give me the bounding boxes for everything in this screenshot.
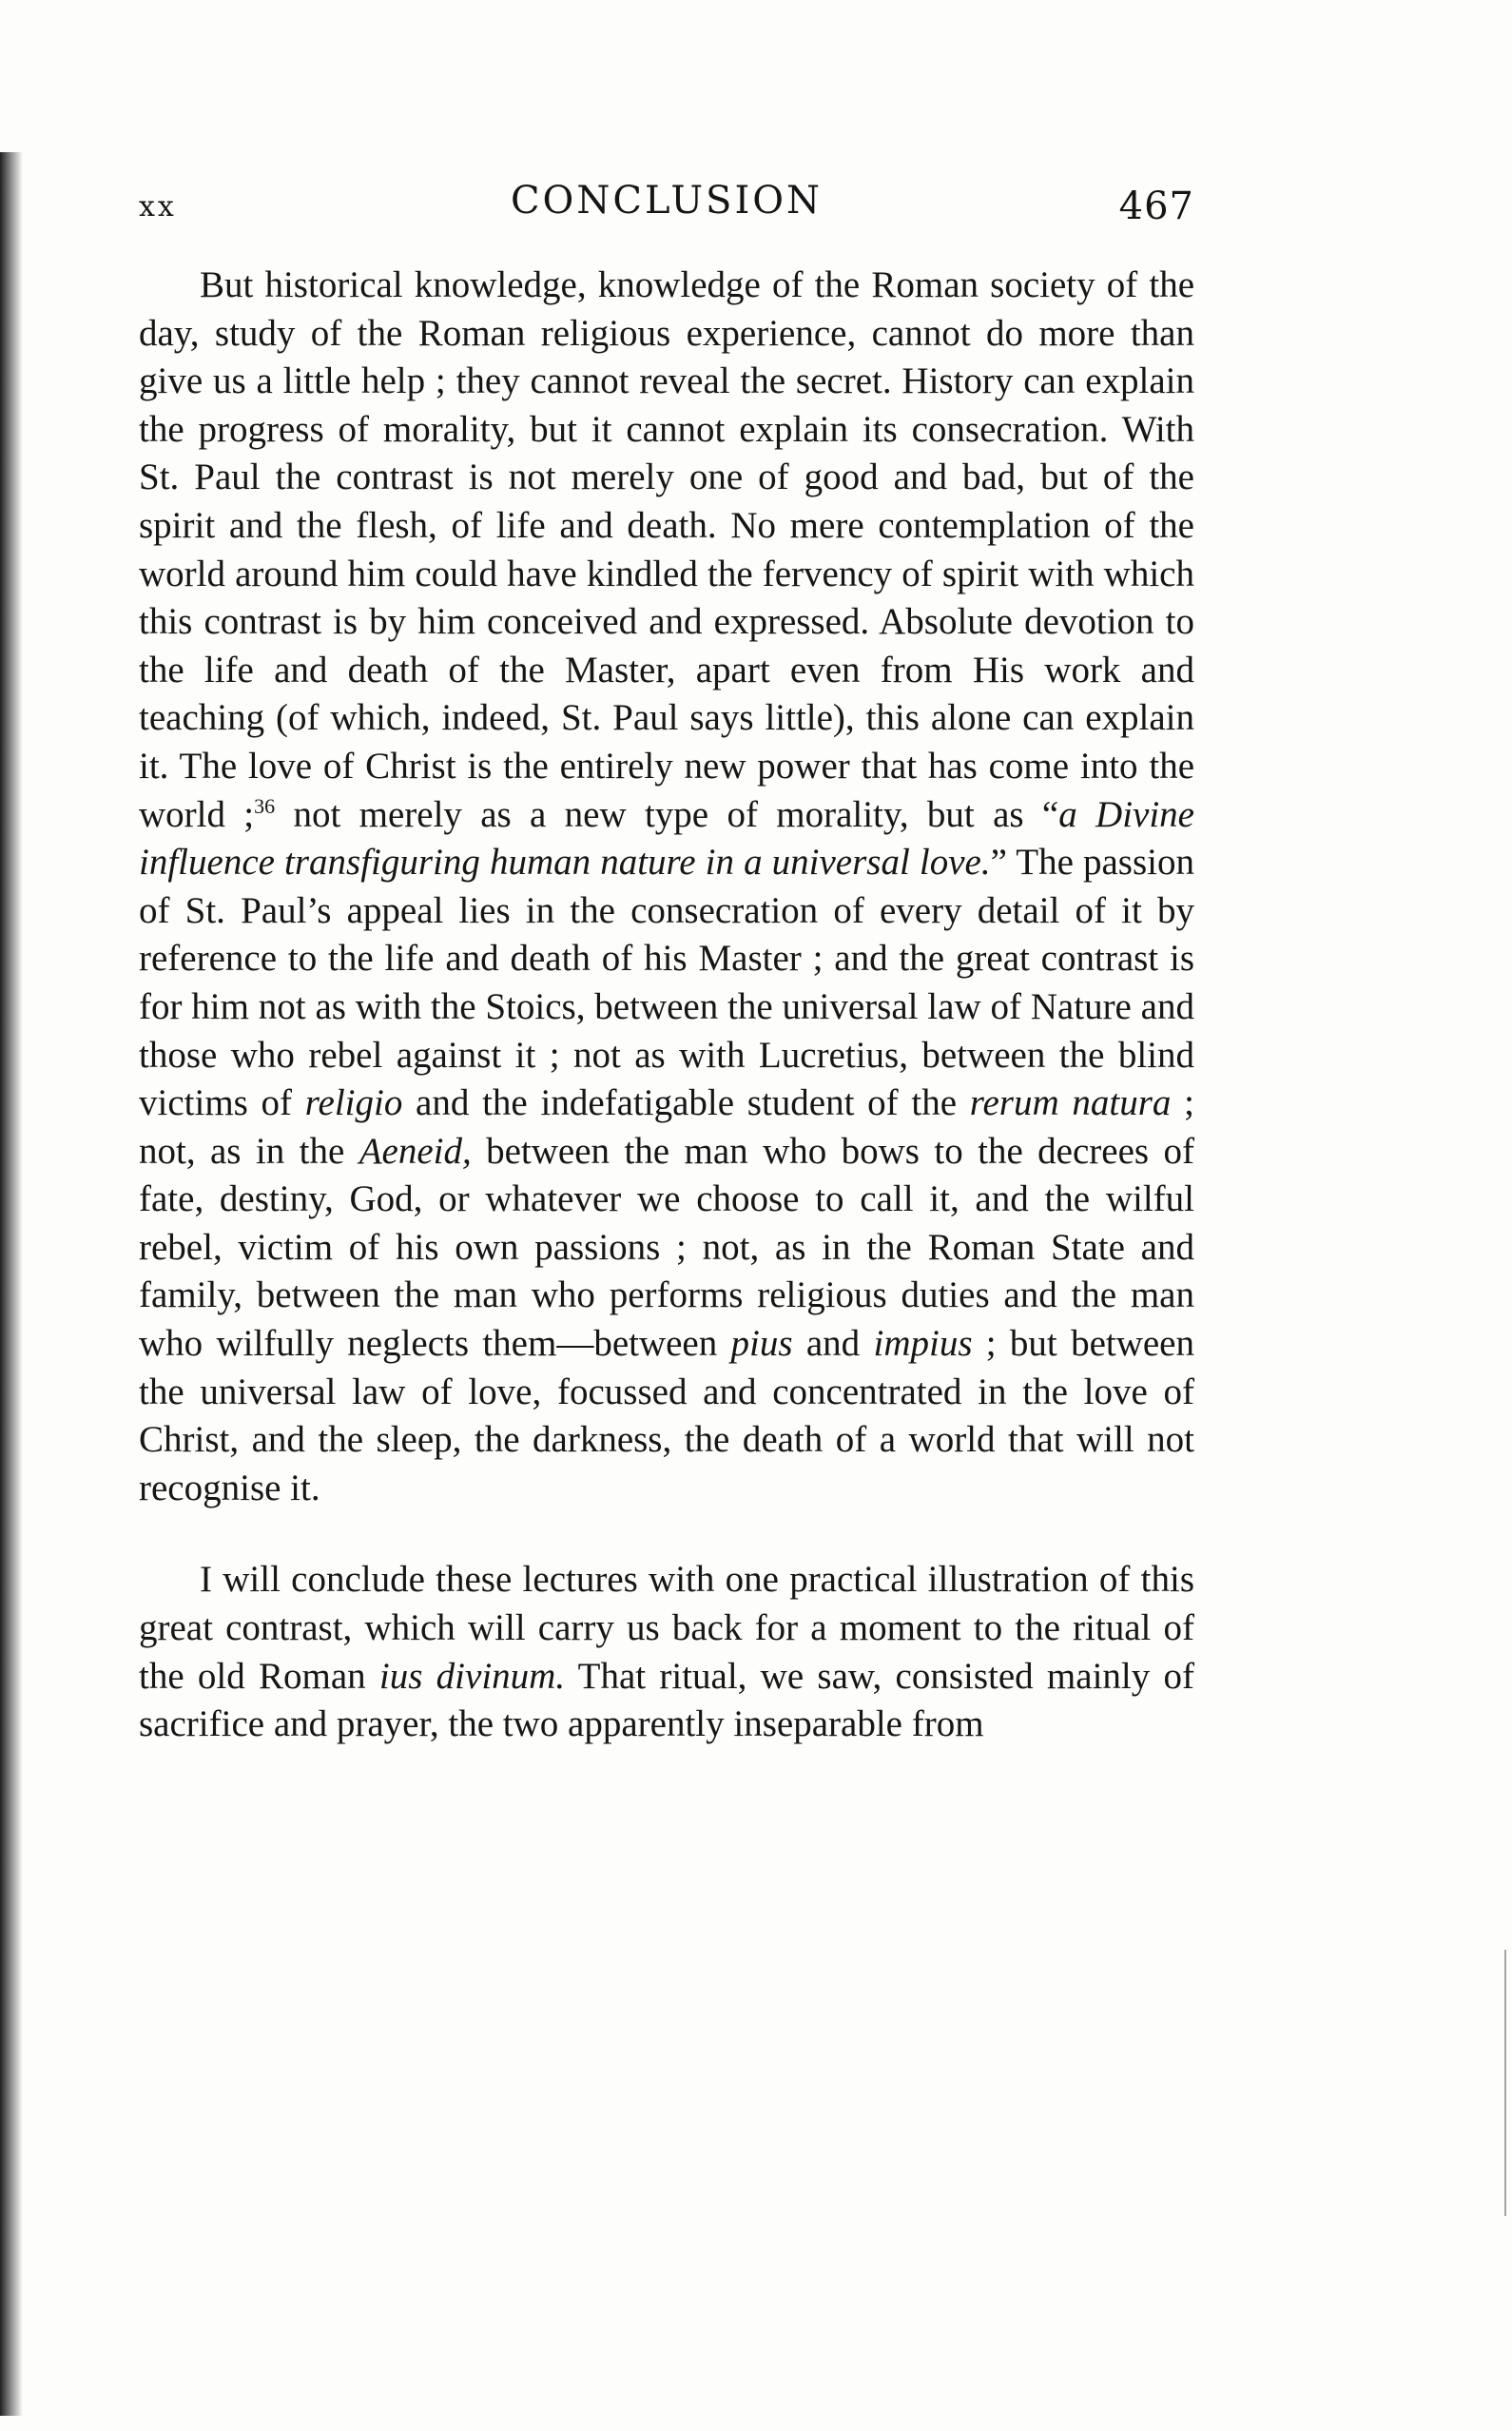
italic-term-rerum-natura: rerum natura: [969, 1082, 1172, 1124]
text-run: between the man who bows to the decrees of fate, destiny, God, or whatever we choose to call it, and the wilful rebel, victim of his own passions ; not, as in the Roman State and family, between the man who performs religious duties and the man who wilfully neglects them—between: [139, 1130, 1194, 1365]
text-run: That ritual, we saw, consisted mainly of sacrifice and prayer, the two apparently inseparable from: [139, 1655, 1194, 1745]
text-run: ” The passion of St. Paul’s appeal lies in the consecration of every detail of it by reference to the life and death of his Master ; and the great contrast is for him not as with the Stoics, between the universal law of Nature and those who rebel against it ; not as with Lucretius, between the blind victims of: [139, 842, 1194, 1124]
page-number: 467: [1118, 185, 1194, 228]
italic-title-aeneid: Aeneid,: [359, 1130, 472, 1172]
italic-term-ius-divinum: ius divinum.: [378, 1655, 566, 1697]
chapter-number: xx: [139, 190, 177, 224]
italic-term-impius: impius: [873, 1323, 973, 1365]
body-text: [139, 262, 1194, 1749]
paragraph-1: [139, 262, 1194, 1512]
text-run: But historical knowledge, knowledge of the Roman society of the day, study of the Roman religious experience, cannot do more than give us a little help ; they cannot reveal the secret. History can explain the progress of morality, but it cannot explain its consecration. With St. Paul the contrast is not merely one of good and bad, but of the spirit and the flesh, of life and death. No mere contemplation of the world around him could have kindled the fervency of spirit with which this contrast is by him conceived and expressed. Absolute devotion to the life and death of the Master, apart even from His work and teaching (of which, indeed, St. Paul says little), this alone can explain it. The love of Christ is the entirely new power that has come into the world ;: [139, 264, 1194, 835]
text-run: ; not, as in the: [139, 1082, 1194, 1172]
text-run: and: [792, 1323, 874, 1365]
text-run: not merely as a new type of morality, but as “: [275, 793, 1059, 835]
page-edge-line: [1504, 1950, 1506, 2216]
text-run: I will conclude these lectures with one practical illustration of this great contrast, which will carry us back for a moment to the ritual of the old Roman: [139, 1559, 1194, 1697]
text-run: and the indefatigable student of the: [402, 1082, 970, 1124]
italic-term-pius: pius: [730, 1323, 793, 1365]
footnote-reference: 36: [254, 793, 276, 818]
chapter-title: CONCLUSION: [510, 179, 824, 223]
text-run: ; but between the universal law of love, focussed and concentrated in the love of Christ, and the sleep, the darkness, the death of a world that will not recognise it.: [139, 1323, 1194, 1508]
italic-quotation: a Divine influence transfiguring human nature in a universal love.: [139, 793, 1194, 884]
running-head: [139, 179, 1194, 236]
page-edge-shadow: [0, 152, 23, 2416]
paragraph-2: [139, 1556, 1194, 1748]
italic-term-religio: religio: [304, 1082, 403, 1124]
